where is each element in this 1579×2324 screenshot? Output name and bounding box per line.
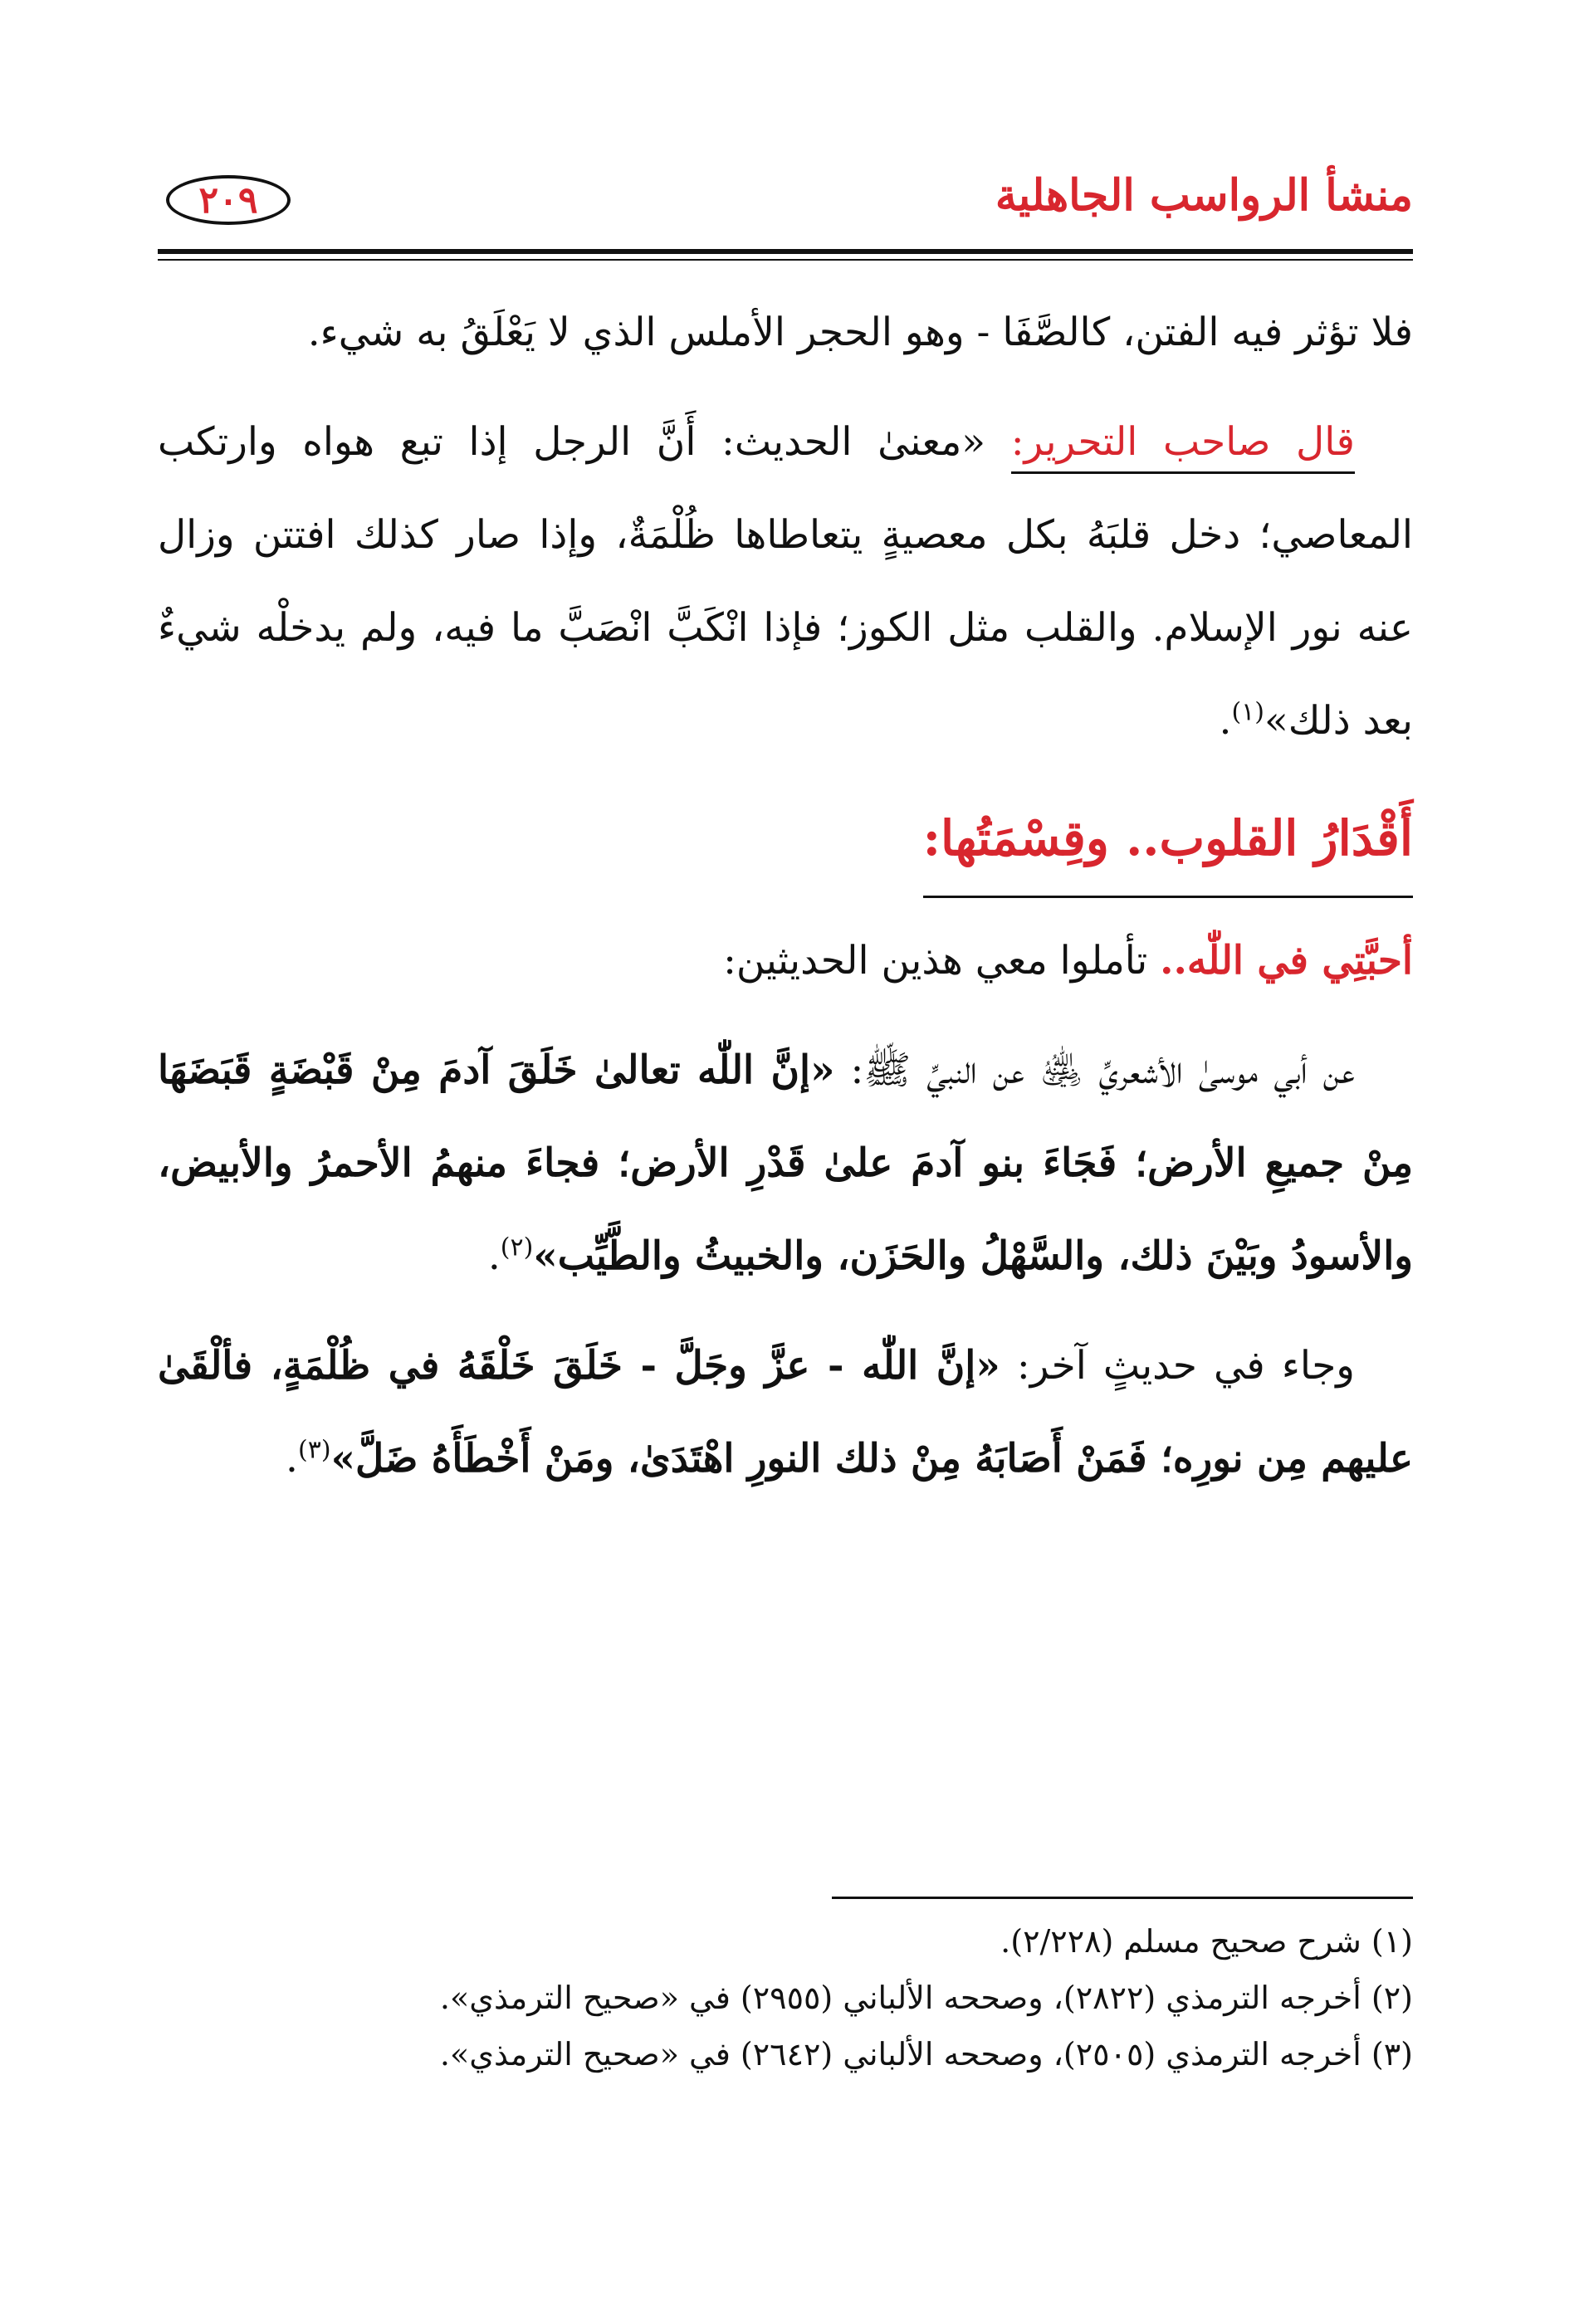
page-header [158,170,1413,245]
section-heading-wrap [158,784,1413,915]
address-phrase: أحبَّتِي في اللّٰه.. [1160,938,1413,984]
paragraph-end: . [1219,698,1232,744]
hadith-2-text: «إنَّ اللّٰه - عزَّ وجَلَّ - خَلَقَ خَلْقَهُ في ظُلْمَةٍ، فألْقَىٰ عليهم مِن نورِه؛ فَمَنْ أَصَابَهُ مِنْ ذلك النورِ اهْتَدَىٰ، ومَنْ أَخْطَأَهُ ضَلَّ» [158,1343,1413,1482]
footnote-1: (١) شرح صحيح مسلم (٢/٢٢٨). [1000,1923,1413,1960]
footnote-divider [832,1897,1413,1899]
page-number: ٢٠٩ [166,175,291,225]
paragraph-4 [158,1024,1413,1303]
paragraph-1: فلا تؤثر فيه الفتن، كالصَّفَا - وهو الحجر الأملس الذي لا يَعْلَقُ به شيء. [307,310,1413,355]
footnotes [158,1913,1413,2082]
footnote-ref-1: (١) [1231,697,1265,727]
quote-text: «معنىٰ الحديث: أَنَّ الرجل إذا تبع هواه وارتكب المعاصي؛ دخل قلبَهُ بكل معصيةٍ يتعاطاها ظُلْمَةٌ، وإذا صار كذلك افتتن وزال عنه نور الإسلام. والقلب مثل الكوز؛ فإذا انْكَبَّ انْصَبَّ ما فيه، ولم يدخلْه شيءٌ بعد ذلك» [158,419,1414,744]
author-label: قال صاحب التحرير: [1011,419,1355,474]
main-text [158,286,1413,1506]
header-divider [158,249,1413,261]
hadith-1-text: «إنَّ اللّٰه تعالىٰ خَلَقَ آدمَ مِنْ قَبْضَةٍ قَبَضَهَا مِنْ جميعِ الأرض؛ فَجَاءَ بنو آدمَ علىٰ قَدْرِ الأرض؛ فجاءَ منهمُ الأحمرُ والأبيض، والأسودُ وبَيْنَ ذلك، والسَّهْلُ والحَزَن، والخبيثُ والطَّيِّب» [158,1047,1413,1279]
footnote-2: (٢) أخرجه الترمذي (٢٨٢٢)، وصححه الألباني (٢٩٥٥) في «صحيح الترمذي». [439,1980,1413,2016]
running-title: منشأ الرواسب الجاهلية [995,170,1413,221]
hadith-1-intro: عن أبي موسىٰ الأشعريِّ ﵁ عن النبيِّ ﷺ: [834,1047,1356,1093]
footnote-ref-2: (٢) [500,1233,534,1262]
hadith-2-intro: وجاء في حديثٍ آخر: [1000,1343,1355,1389]
section-heading: أَقْدَارُ القلوب.. وقِسْمَتُها: [923,784,1413,898]
footnote-3: (٣) أخرجه الترمذي (٢٥٠٥)، وصححه الألباني (٢٦٤٢) في «صحيح الترمذي». [439,2036,1413,2073]
paragraph-5 [158,1320,1413,1506]
paragraph-3-text: تأملوا معي هذين الحديثين: [723,938,1161,984]
paragraph-end: . [487,1233,501,1279]
paragraph-2 [158,396,1413,768]
paragraph-end: . [286,1436,298,1482]
paragraph-3 [158,915,1413,1008]
footnote-ref-3: (٣) [298,1435,331,1465]
